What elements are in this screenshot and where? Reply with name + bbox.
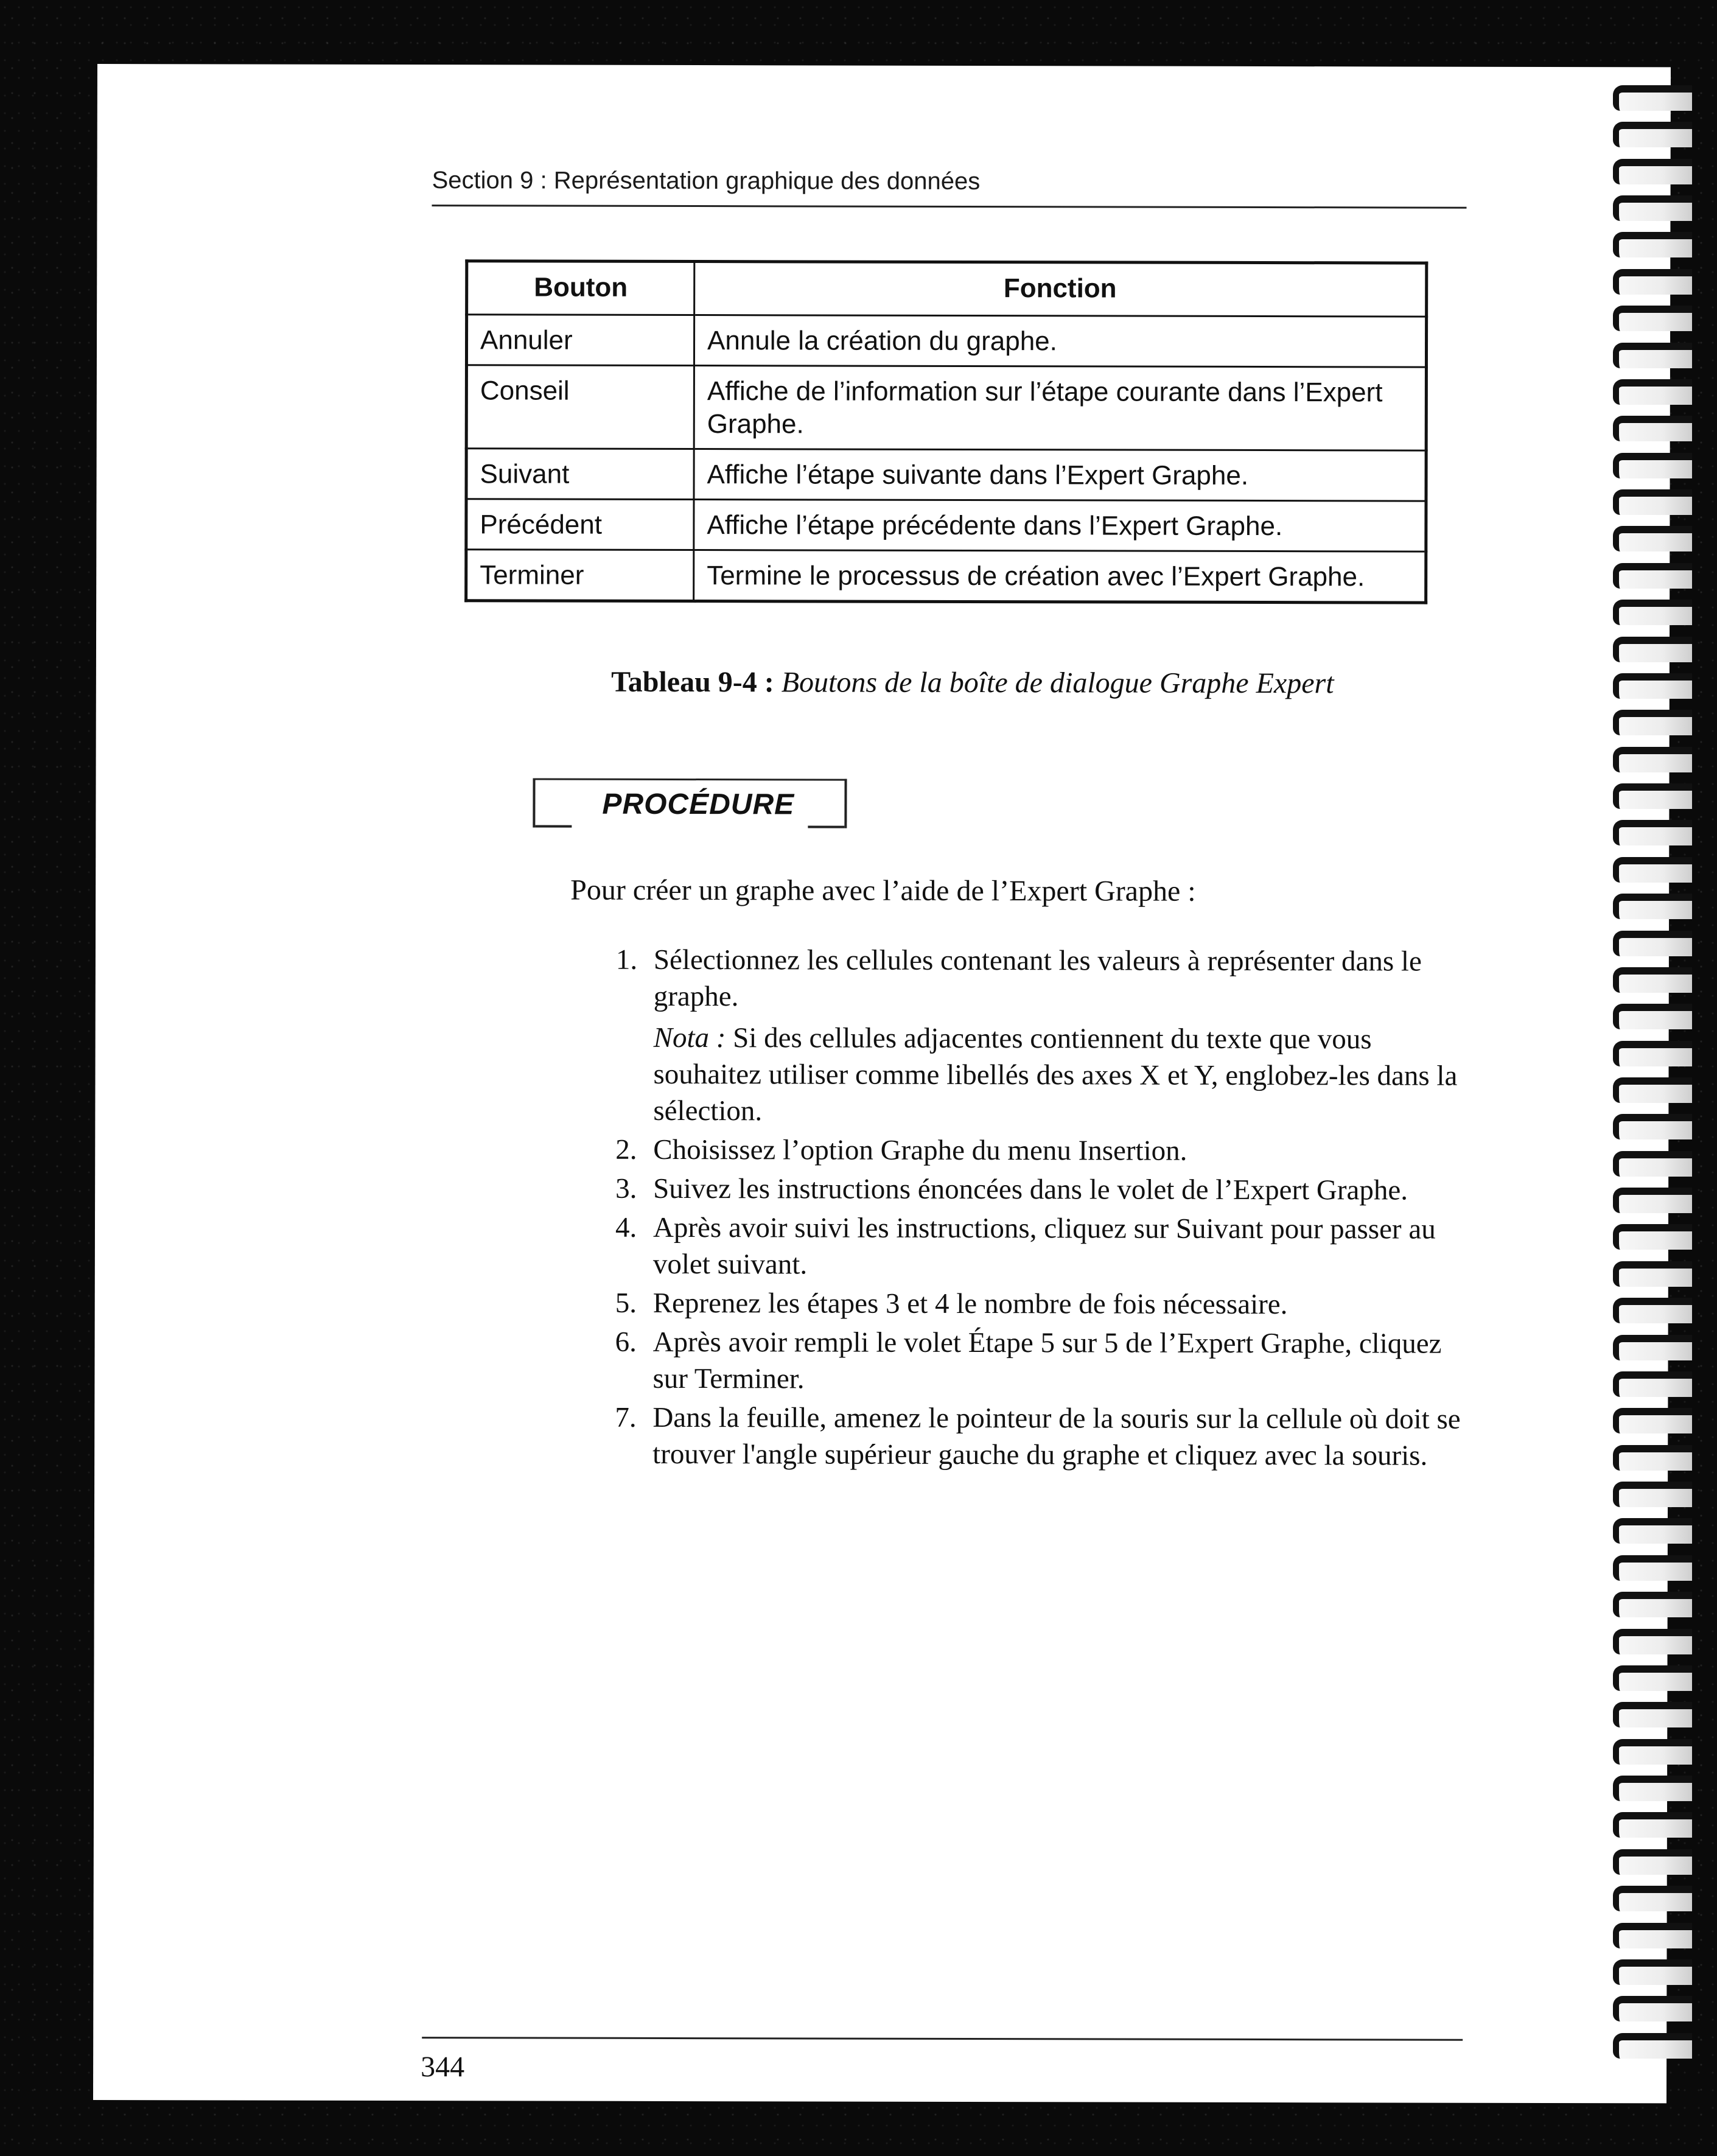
spiral-coil <box>1613 1224 1692 1250</box>
procedure-heading: PROCÉDURE <box>602 788 795 821</box>
spiral-coil <box>1613 1555 1692 1581</box>
spiral-coil <box>1613 1702 1692 1727</box>
buttons-table <box>464 259 1428 604</box>
table-caption <box>559 665 1387 701</box>
caption-text: Boutons de la boîte de dialogue Graphe Expert <box>781 666 1334 700</box>
spiral-coil <box>1613 747 1692 772</box>
spiral-coil <box>1613 967 1692 993</box>
table-row <box>466 550 1426 603</box>
spiral-coil <box>1613 195 1692 221</box>
step-number: 2. <box>615 1133 637 1166</box>
note-text: Si des cellules adjacentes contiennent du texte que vous souhaitez utiliser comme libellés des axes X et Y, englobez-les dans la sélection. <box>653 1022 1458 1127</box>
spiral-coil <box>1613 453 1692 478</box>
spiral-coil <box>1613 1959 1692 1985</box>
spiral-coil <box>1613 1996 1692 2021</box>
table-cell-bouton: Suivant <box>466 449 694 500</box>
spiral-coil <box>1613 269 1692 295</box>
section-header: Section 9 : Représentation graphique des données <box>432 167 981 195</box>
table-row <box>466 499 1426 551</box>
spiral-coil <box>1613 1886 1692 1911</box>
table-header-bouton: Bouton <box>467 261 694 315</box>
step-text: Après avoir suivi les instructions, cliquez sur Suivant pour passer au volet suivant. <box>652 1211 1436 1281</box>
step-number: 6. <box>615 1326 637 1358</box>
spiral-coil <box>1613 1298 1692 1323</box>
list-item <box>615 1132 1480 1170</box>
spiral-coil <box>1613 1041 1692 1066</box>
table-cell-fonction: Affiche l’étape précédente dans l’Expert Graphe. <box>694 500 1426 552</box>
spiral-coil <box>1613 1849 1692 1875</box>
spiral-coil <box>1613 1923 1692 1948</box>
spiral-coil <box>1613 894 1692 919</box>
document-page <box>93 64 1671 2103</box>
step-text: Dans la feuille, amenez le pointeur de la souris sur la cellule où doit se trouver l'angle supérieur gauche du graphe et cliquez avec la souris. <box>652 1401 1461 1472</box>
spiral-coil <box>1613 1408 1692 1433</box>
note-label: Nota : <box>653 1021 726 1054</box>
spiral-coil <box>1613 1261 1692 1287</box>
step-number: 3. <box>615 1172 637 1205</box>
spiral-coil <box>1613 1629 1692 1654</box>
step-number: 5. <box>615 1287 637 1319</box>
spiral-coil <box>1613 710 1692 735</box>
list-item <box>615 1285 1480 1323</box>
spiral-coil <box>1613 1371 1692 1397</box>
step-number: 1. <box>615 943 638 976</box>
spiral-coil <box>1613 931 1692 956</box>
footer-rule <box>422 2037 1463 2041</box>
spiral-coil <box>1613 379 1692 405</box>
caption-label: Tableau 9-4 : <box>611 665 774 699</box>
procedure-intro: Pour créer un graphe avec l’aide de l’Expert Graphe : <box>570 873 1196 908</box>
procedure-box-line-right <box>808 825 844 828</box>
spiral-coil <box>1613 1114 1692 1139</box>
table-cell-fonction: Annule la création du graphe. <box>694 315 1426 368</box>
procedure-box-line-left <box>535 825 572 828</box>
spiral-coil <box>1613 1445 1692 1471</box>
spiral-coil <box>1613 159 1692 184</box>
step-text: Suivez les instructions énoncées dans le volet de l’Expert Graphe. <box>653 1172 1408 1206</box>
list-item <box>615 1209 1480 1284</box>
spiral-coil <box>1613 820 1692 845</box>
table-cell-bouton: Terminer <box>466 550 694 601</box>
spiral-coil <box>1613 85 1692 111</box>
spiral-coil <box>1613 1188 1692 1213</box>
spiral-coil <box>1613 1077 1692 1103</box>
spiral-coil <box>1613 526 1692 551</box>
table-cell-bouton: Annuler <box>466 315 694 366</box>
list-item <box>615 1399 1479 1474</box>
list-item <box>615 1171 1480 1209</box>
step-text: Reprenez les étapes 3 et 4 le nombre de fois nécessaire. <box>652 1287 1288 1321</box>
step-text: Sélectionnez les cellules contenant les valeurs à représenter dans le graphe. <box>653 943 1422 1013</box>
table-row <box>466 449 1426 501</box>
spiral-coil <box>1613 563 1692 589</box>
spiral-coil <box>1613 857 1692 883</box>
step-note <box>653 1020 1480 1131</box>
spiral-coil <box>1613 1592 1692 1617</box>
spiral-coil <box>1613 343 1692 368</box>
spiral-coil <box>1613 489 1692 515</box>
step-number: 7. <box>615 1401 637 1433</box>
spiral-coil <box>1613 2033 1692 2059</box>
spiral-coil <box>1613 1151 1692 1177</box>
spiral-coil <box>1613 783 1692 809</box>
table-cell-bouton: Précédent <box>466 499 694 550</box>
spiral-coil <box>1613 673 1692 699</box>
spiral-coil <box>1613 1482 1692 1507</box>
table-row <box>466 315 1426 367</box>
spiral-coil <box>1613 122 1692 147</box>
table-row <box>466 365 1426 450</box>
table-cell-fonction: Affiche l’étape suivante dans l’Expert Graphe. <box>694 449 1426 502</box>
spiral-coil <box>1613 1004 1692 1029</box>
table-header-fonction: Fonction <box>694 262 1427 317</box>
spiral-binding <box>1613 85 1704 2094</box>
table-cell-fonction: Termine le processus de création avec l’Expert Graphe. <box>694 550 1426 603</box>
table-cell-fonction: Affiche de l’information sur l’étape courante dans l’Expert Graphe. <box>694 366 1426 451</box>
spiral-coil <box>1613 306 1692 331</box>
spiral-coil <box>1613 1812 1692 1838</box>
spiral-coil <box>1613 1335 1692 1360</box>
list-item <box>615 1324 1479 1399</box>
spiral-coil <box>1613 1739 1692 1765</box>
list-item <box>615 942 1480 1131</box>
header-rule <box>432 205 1467 209</box>
spiral-coil <box>1613 416 1692 441</box>
spiral-coil <box>1613 232 1692 257</box>
page-number: 344 <box>421 2051 465 2084</box>
spiral-coil <box>1613 1665 1692 1691</box>
table-header-row <box>467 261 1427 317</box>
step-text: Choisissez l’option Graphe du menu Insertion. <box>653 1133 1187 1167</box>
spiral-coil <box>1613 1518 1692 1544</box>
spiral-coil <box>1613 1776 1692 1801</box>
step-text: Après avoir rempli le volet Étape 5 sur 5 de l’Expert Graphe, cliquez sur Terminer. <box>652 1326 1442 1395</box>
step-number: 4. <box>615 1211 637 1244</box>
spiral-coil <box>1613 600 1692 625</box>
procedure-steps <box>615 942 1480 1477</box>
table-cell-bouton: Conseil <box>466 365 694 449</box>
spiral-coil <box>1613 637 1692 662</box>
procedure-box <box>533 779 847 828</box>
